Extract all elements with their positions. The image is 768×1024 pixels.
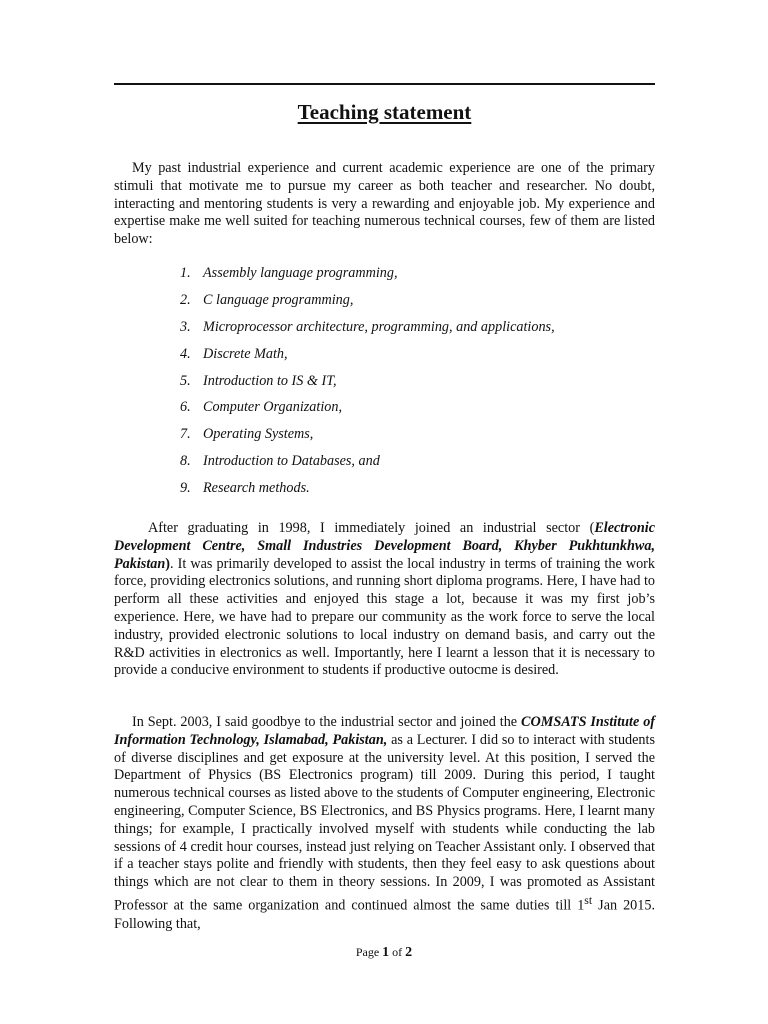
header-rule — [114, 83, 655, 85]
list-item: 8. Introduction to Databases, and — [180, 453, 380, 470]
academic-paragraph: In Sept. 2003, I said goodbye to the industrial sector and joined the COMSATS Institute of Information Technology, Islamabad, Pakistan, as a Lecturer. I did so to interact with students of diverse disciplines and get exposure at the university level. At this position, I served the Department of Physics (BS Electronics program) till 2009. During this period, I taught numerous technical courses as listed above to the students of Computer engineering, Electronic engineering, Computer Science, BS Electronics, and BS Physics programs. Here, I learnt many things; for example, I practically involved myself with students while conducting the lab sessions of 4 credit hour courses, instead just relying on Teacher Assistant only. I observed that if a teacher stays polite and friendly with students, then they feel easy to ask questions about things which are not clear to them in theory sessions. In 2009, I was promoted as Assistant Professor at the same organization and continued almost the same duties till 1st Jan 2015. Following that, — [114, 714, 656, 932]
org-name-edc: Electronic Development Centre, Small Industries Development Board, Khyber Pukhtunkhwa, Pakistan — [114, 520, 655, 572]
list-item: 7. Operating Systems, — [180, 426, 314, 443]
list-item: 4. Discrete Math, — [180, 345, 288, 362]
list-item: 3. Microprocessor architecture, programming, and applications, — [180, 318, 555, 335]
intro-paragraph-text: My past industrial experience and current academic experience are one of the primary stimuli that motivate me to pursue my career as both teacher and researcher. No doubt, interacting and mentoring students is very a rewarding and enjoyable job. My experience and expertise make me well suited for teaching numerous technical courses, few of them are listed below: — [114, 160, 655, 248]
course-list — [180, 264, 555, 506]
org-name-comsats: COMSATS Institute of Information Technology, Islamabad, Pakistan, — [114, 714, 656, 748]
industry-paragraph: After graduating in 1998, I immediately joined an industrial sector (Electronic Development Centre, Small Industries Development Board, Khyber Pukhtunkhwa, Pakistan). It was primarily developed to assist the local industry in terms of training the work force, providing electronics solutions, and running short diploma programs. Here, I have had to perform all these activities and enjoyed this stage a lot, because it was my first job’s experience. Here, we have had to prepare our community as the work force to serve the local industry, provided electronic solutions to local industry on demand basis, and carry out the R&D activities in electronics as well. Importantly, here I learnt a lesson that it is necessary to provide a conducive environment to students if productive outocme is desired. — [114, 520, 655, 679]
list-item: 6. Computer Organization, — [180, 399, 342, 416]
list-item: 5. Introduction to IS & IT, — [180, 372, 337, 389]
list-item: 2. C language programming, — [180, 291, 354, 308]
page-number-footer: Page 1 of 2 — [355, 945, 413, 960]
list-item: 1. Assembly language programming, — [180, 265, 398, 281]
intro-paragraph — [114, 160, 655, 249]
list-item: 9. Research methods. — [180, 480, 310, 497]
document-title: Teaching statement — [297, 100, 472, 124]
